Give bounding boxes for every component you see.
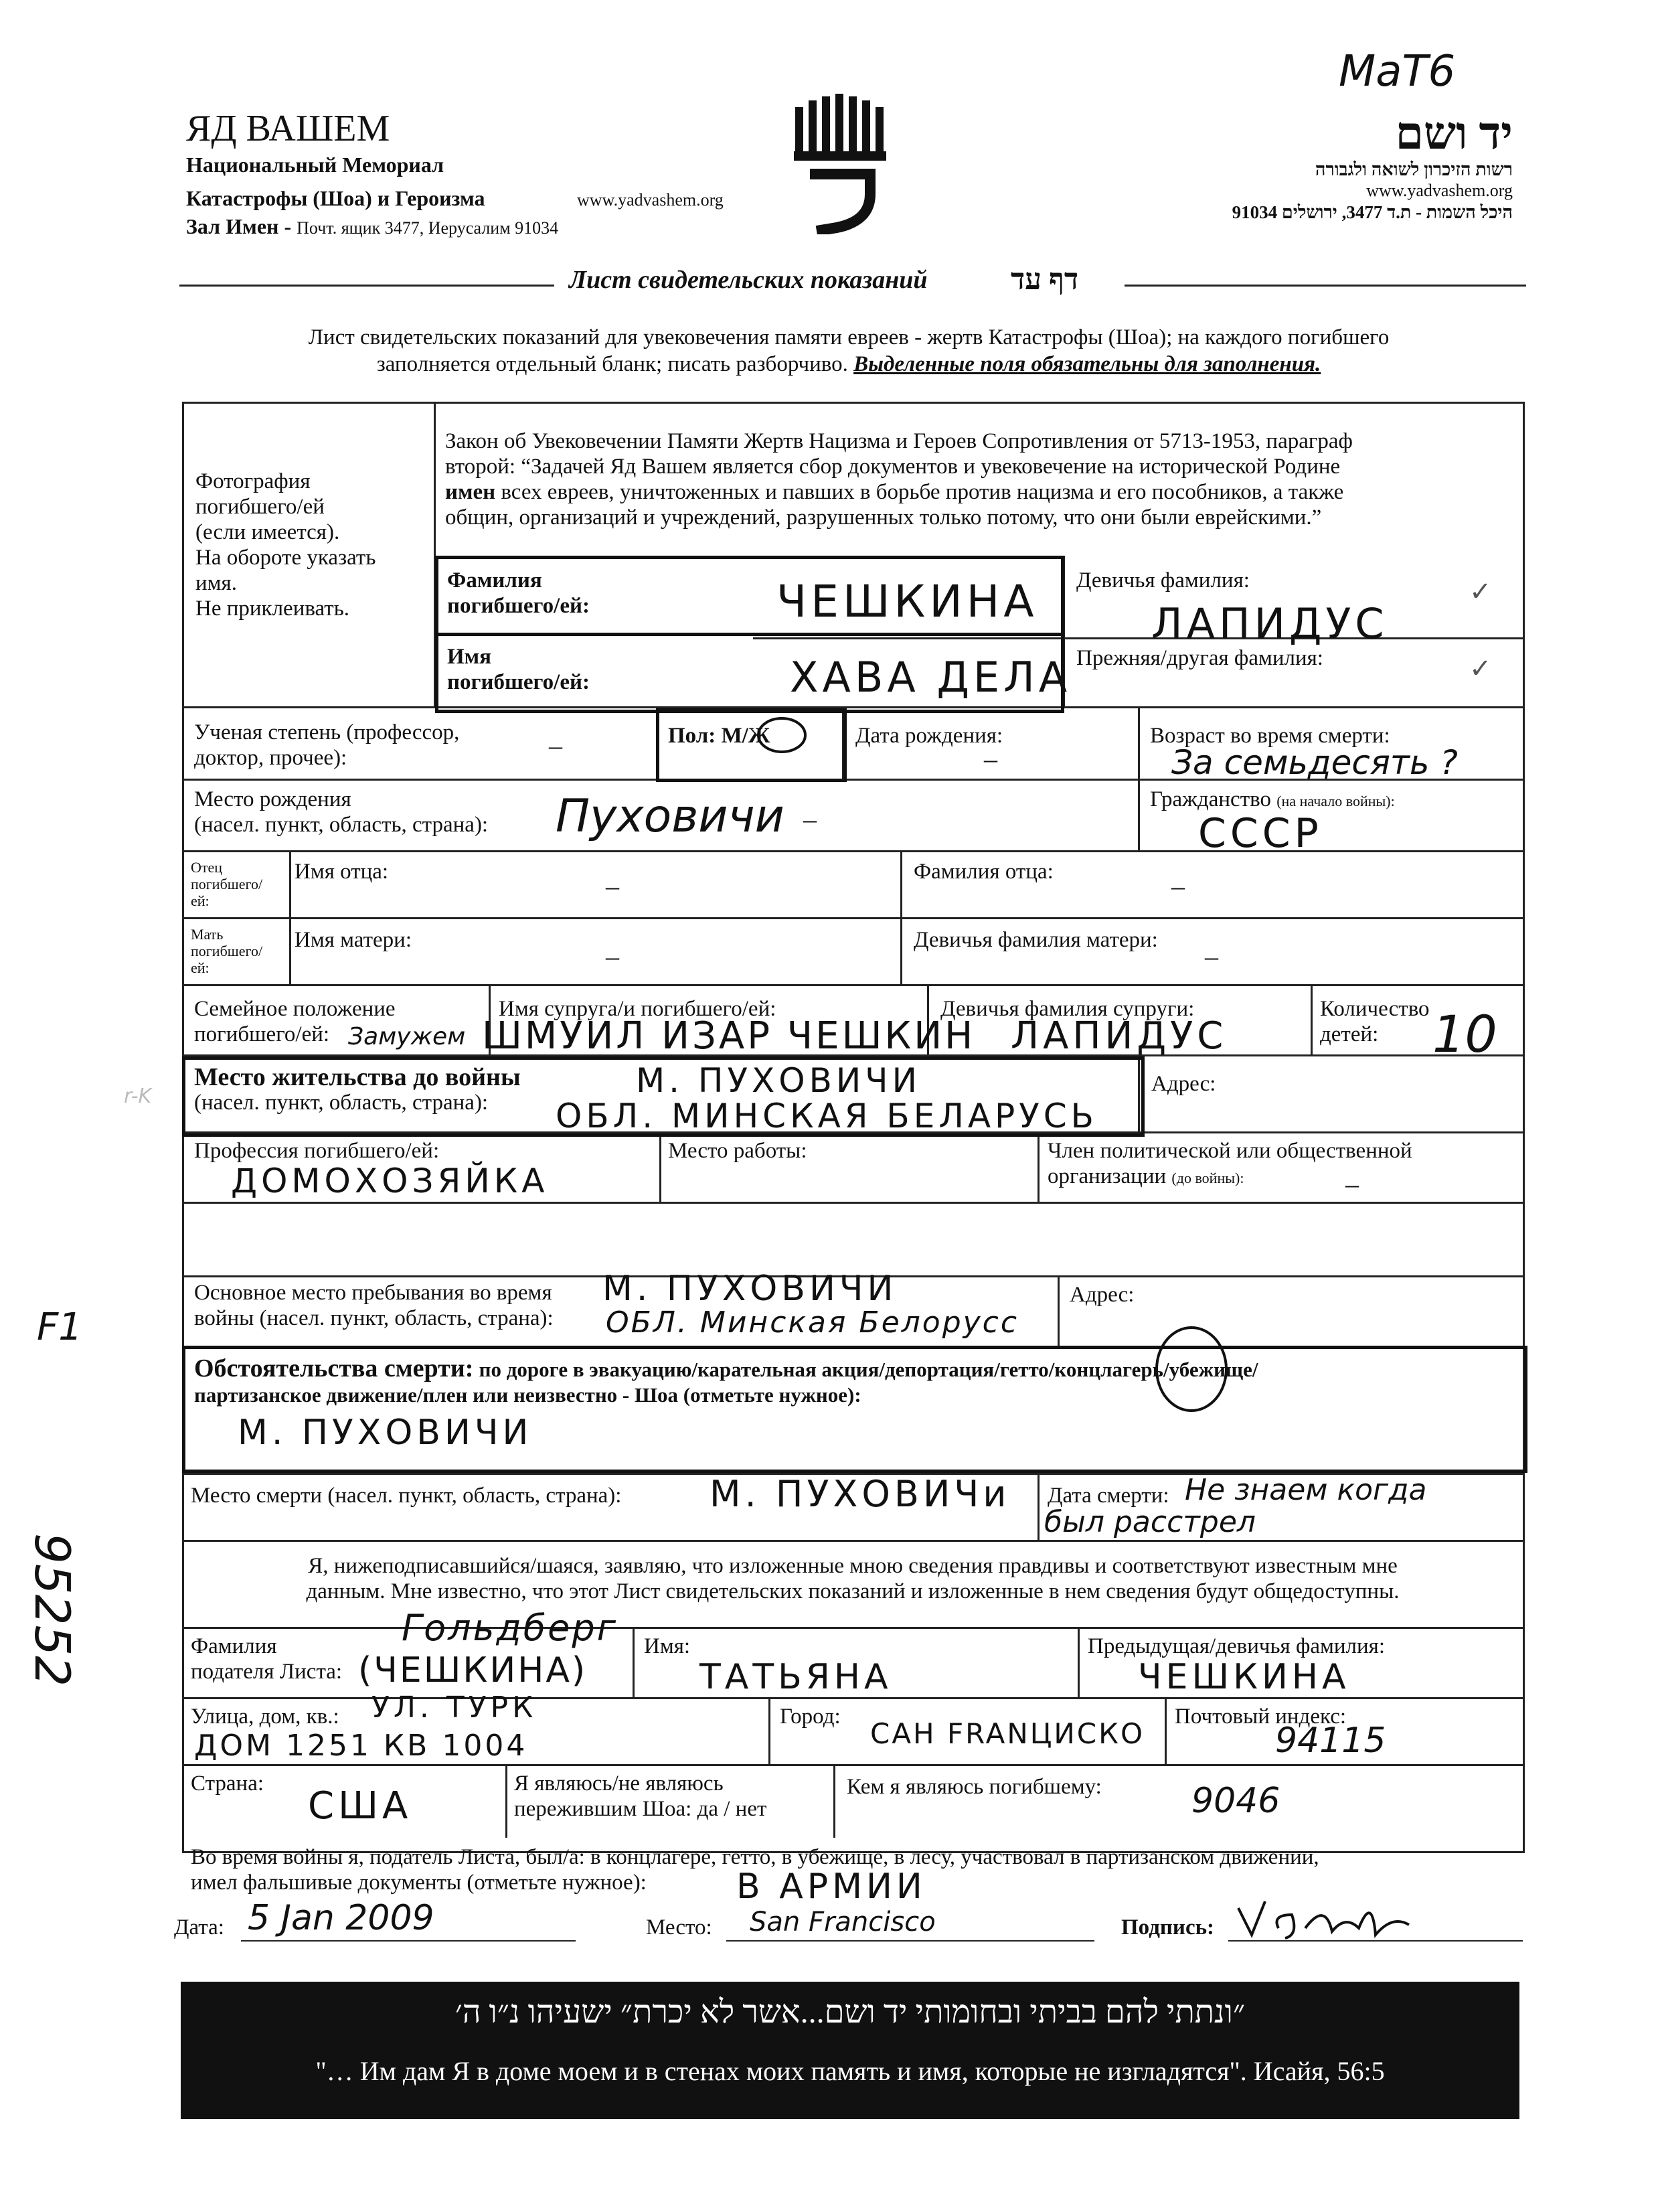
submitter-name-value[interactable]: ТАТЬЯНА xyxy=(699,1657,892,1697)
declaration-text: Я, нижеподписавшийся/шаяся, заявляю, что изложенные мною сведения правдивы и соответствуют известным мне данным. Мне известно, что этот Лист свидетельских показаний и изложенные в нем сведения будут общедоступны. xyxy=(306,1554,1400,1603)
birthplace-dash: – xyxy=(803,804,817,834)
residence-address-label: Адрес: xyxy=(1151,1072,1216,1096)
org-url-ru: www.yadvashem.org xyxy=(577,190,724,210)
mother-maiden-dash: – xyxy=(1205,941,1218,971)
father-name-label: Имя отца: xyxy=(295,860,389,884)
submitter-name-label: Имя: xyxy=(644,1634,691,1658)
dob-label: Дата рождения: xyxy=(855,724,1003,748)
corner-note: МаТ6 xyxy=(1339,47,1456,96)
father-surname-label: Фамилия отца: xyxy=(914,860,1054,884)
war-status-value[interactable]: В АРМИИ xyxy=(736,1867,926,1907)
org-url-he: www.yadvashem.org xyxy=(1366,181,1513,200)
footer-russian-quote: "… Им дам Я в доме моем и в стенах моих память и имя, которые не изгладятся". Исайя, 56:5 xyxy=(315,2056,1385,2086)
submitter-surname-value-2[interactable]: (ЧЕШКИНА) xyxy=(358,1650,588,1690)
profession-label: Профессия погибшего/ей: xyxy=(194,1139,440,1163)
zip-label: Почтовый индекс: xyxy=(1175,1705,1347,1729)
death-date-label: Дата смерти: xyxy=(1048,1484,1169,1508)
profession-value[interactable]: ДОМОХОЗЯЙКА xyxy=(231,1162,549,1200)
residence-label: Место жительства до войны (насел. пункт, область, страна): xyxy=(194,1063,521,1115)
residence-value-1[interactable]: М. ПУХОВИЧИ xyxy=(636,1061,921,1100)
victim-surname-value[interactable]: ЧЕШКИНА xyxy=(776,576,1038,627)
children-label: Количество детей: xyxy=(1320,997,1430,1046)
father-row-label: Отец погибшего/ ей: xyxy=(191,859,263,909)
prev-name-label: Прежняя/другая фамилия: xyxy=(1076,646,1323,670)
death-place-value[interactable]: М. ПУХОВИЧи xyxy=(710,1473,1011,1515)
spouse-value[interactable]: ШМУИЛ ИЗАР ЧЕШКИН xyxy=(482,1014,976,1058)
zip-value[interactable]: 94115 xyxy=(1275,1721,1386,1761)
wartime-label: Основное место пребывания во время войны (насел. пункт, область, страна): xyxy=(194,1281,554,1330)
citizenship-label: Гражданство (на начало войны): xyxy=(1150,787,1395,811)
check-mark-icon: ✓ xyxy=(1469,576,1492,607)
org-name-he: יד ושם xyxy=(1395,108,1513,159)
residence-value-2[interactable]: ОБЛ. МИНСКАЯ БЕЛАРУСЬ xyxy=(556,1097,1098,1135)
degree-dash: – xyxy=(549,730,562,761)
hall-label: Зал Имен - xyxy=(186,214,292,238)
member-label: Член политической или общественной организации (до войны): xyxy=(1048,1139,1412,1188)
org-line2-he: היכל השמות - ת.ד 3477, ירושלים 91034 xyxy=(1232,202,1513,222)
war-status-label: Во время войны я, податель Листа, был/а: в концлагере, гетто, в убежище, в лесу, участвовал в партизанском движении, имел фальшивые документы (отметьте нужное): xyxy=(191,1845,1319,1895)
place-value[interactable]: San Francisco xyxy=(750,1907,936,1938)
spouse-maiden-value[interactable]: ЛАПИДУС xyxy=(1011,1014,1228,1058)
death-date-value-1[interactable]: Не знаем когда xyxy=(1185,1473,1427,1507)
birthplace-value[interactable]: Пуховичи xyxy=(556,790,784,843)
margin-number: 95252 xyxy=(24,1533,80,1687)
birthplace-label: Место рождения (насел. пункт, область, страна): xyxy=(194,787,489,837)
form-title: Лист свидетельских показаний xyxy=(569,266,928,294)
death-circumstances-value[interactable]: М. ПУХОВИЧИ xyxy=(238,1413,533,1453)
submitter-surname-value-1[interactable]: Гольдберг xyxy=(402,1607,618,1649)
place-label: Место: xyxy=(646,1915,712,1940)
victim-surname-label: Фамилия погибшего/ей: xyxy=(447,568,590,618)
street-value-1[interactable]: УЛ. ТУРК xyxy=(371,1690,537,1725)
age-label: Возраст во время смерти: xyxy=(1150,724,1390,748)
sex-selection-circle xyxy=(755,715,809,755)
relation-value[interactable]: 9046 xyxy=(1191,1781,1280,1821)
workplace-label: Место работы: xyxy=(668,1139,807,1163)
father-surname-dash: – xyxy=(1171,871,1185,901)
org-line1-ru: Национальный Мемориал xyxy=(186,153,444,177)
submitter-surname-label: Фамилия подателя Листа: xyxy=(191,1634,343,1684)
dob-dash: – xyxy=(984,744,997,774)
victim-name-label: Имя погибшего/ей: xyxy=(447,645,590,694)
date-label: Дата: xyxy=(174,1915,224,1940)
death-circumstances-label: Обстоятельства смерти: по дороге в эвакуацию/карательная акция/депортация/гетто/концлагерь/убежище/ партизанское движение/плен или неизвестно - Шоа (отметьте нужное): xyxy=(194,1354,1258,1407)
spouse-maiden-label: Девичья фамилия супруги: xyxy=(940,997,1195,1021)
degree-label: Ученая степень (профессор, доктор, прочее): xyxy=(194,720,460,770)
mother-name-dash: – xyxy=(606,941,619,971)
photo-instructions: Фотография погибшего/ей (если имеется). На обороте указать имя. Не приклеивать. xyxy=(195,469,376,621)
submitter-prev-label: Предыдущая/девичья фамилия: xyxy=(1088,1634,1386,1658)
citizenship-value[interactable]: СССР xyxy=(1198,810,1323,857)
age-value[interactable]: За семьдесять ? xyxy=(1171,743,1458,782)
marital-label: Семейное положение погибшего/ей: xyxy=(194,997,396,1046)
wartime-address-label: Адрес: xyxy=(1070,1283,1135,1307)
marital-value[interactable]: Замужем xyxy=(348,1023,466,1050)
margin-mark: F1 xyxy=(37,1306,82,1349)
death-place-label: Место смерти (насел. пункт, область, страна): xyxy=(191,1484,622,1508)
relation-label: Кем я являюсь погибшему: xyxy=(847,1775,1102,1799)
ghetto-selection-circle xyxy=(1151,1322,1232,1416)
yad-vashem-logo xyxy=(790,94,890,234)
submitter-prev-value[interactable]: ЧЕШКИНА xyxy=(1138,1657,1350,1697)
footer-quote-bar xyxy=(181,1982,1519,2119)
intro-line1: Лист свидетельских показаний для увековечения памяти евреев - жертв Катастрофы (Шоа); на каждого погибшего xyxy=(308,325,1390,349)
mother-maiden-label: Девичья фамилия матери: xyxy=(914,928,1158,952)
footer-hebrew-quote: ״ונתתי להם בביתי ובחומותי יד ושם...אשר לא יכרת״ ישעיהו נ״ו ה׳ xyxy=(454,1994,1246,2030)
intro-text: заполняется отдельный бланк; писать разборчиво. xyxy=(376,352,848,376)
org-address-ru xyxy=(186,214,558,239)
street-value-2[interactable]: ДОМ 1251 КВ 1004 xyxy=(194,1729,528,1763)
maiden-name-value[interactable]: ЛАПИДУС xyxy=(1151,599,1388,648)
form-title-he: דף עד xyxy=(1011,263,1079,296)
wartime-value-2[interactable]: ОБЛ. Минская Белорусс xyxy=(606,1306,1019,1340)
signature-image xyxy=(1232,1888,1419,1948)
check-mark-icon: ✓ xyxy=(1469,653,1492,684)
intro-required-note: Выделенные поля обязательны для заполнения. xyxy=(853,352,1321,376)
children-value[interactable]: 10 xyxy=(1432,1004,1497,1064)
country-value[interactable]: США xyxy=(308,1784,412,1828)
wartime-value-1[interactable]: М. ПУХОВИЧИ xyxy=(602,1269,898,1309)
member-dash: – xyxy=(1345,1169,1359,1199)
mother-row-label: Мать погибшего/ ей: xyxy=(191,926,263,976)
spouse-label: Имя супруга/и погибшего/ей: xyxy=(499,997,776,1021)
victim-name-value[interactable]: ХАВА ДЕЛА xyxy=(790,653,1072,702)
city-label: Город: xyxy=(780,1705,841,1729)
maiden-name-label: Девичья фамилия: xyxy=(1076,568,1250,592)
city-value[interactable]: САН FRANЦИСКО xyxy=(870,1717,1145,1750)
hall-address: Почт. ящик 3477, Иерусалим 91034 xyxy=(297,218,559,238)
father-name-dash: – xyxy=(606,871,619,901)
margin-faint-mark: r-K xyxy=(124,1085,152,1108)
street-label: Улица, дом, кв.: xyxy=(191,1705,339,1729)
sex-label: Пол: М/Ж xyxy=(668,724,770,748)
org-name-ru: ЯД ВАШЕМ xyxy=(186,108,390,149)
mother-name-label: Имя матери: xyxy=(295,928,412,952)
country-label: Страна: xyxy=(191,1771,264,1796)
intro-line2 xyxy=(179,352,1518,377)
death-date-value-2[interactable]: был расстрел xyxy=(1044,1505,1256,1539)
org-line2-ru: Катастрофы (Шоа) и Героизма xyxy=(186,186,485,210)
law-text: Закон об Увековечении Памяти Жертв Нацизма и Героев Сопротивления от 5713-1953, параграф второй: “Задачей Яд Вашем является сбор документов и увековечение на исторической Родине имен всех евреев, уничтоженных и павших в борьбе против нацизма и его пособников, а также общин, организаций и учреждений, разрушенных только потому, что они были еврейскими.” xyxy=(445,429,1353,530)
survivor-label: Я являюсь/не являюсь пережившим Шоа: да / нет xyxy=(514,1771,767,1821)
date-value[interactable]: 5 Jan 2009 xyxy=(248,1898,434,1938)
org-line1-he: רשות הזיכרון לשואה ולגבורה xyxy=(1315,159,1513,179)
signature-label: Подпись: xyxy=(1121,1915,1215,1940)
